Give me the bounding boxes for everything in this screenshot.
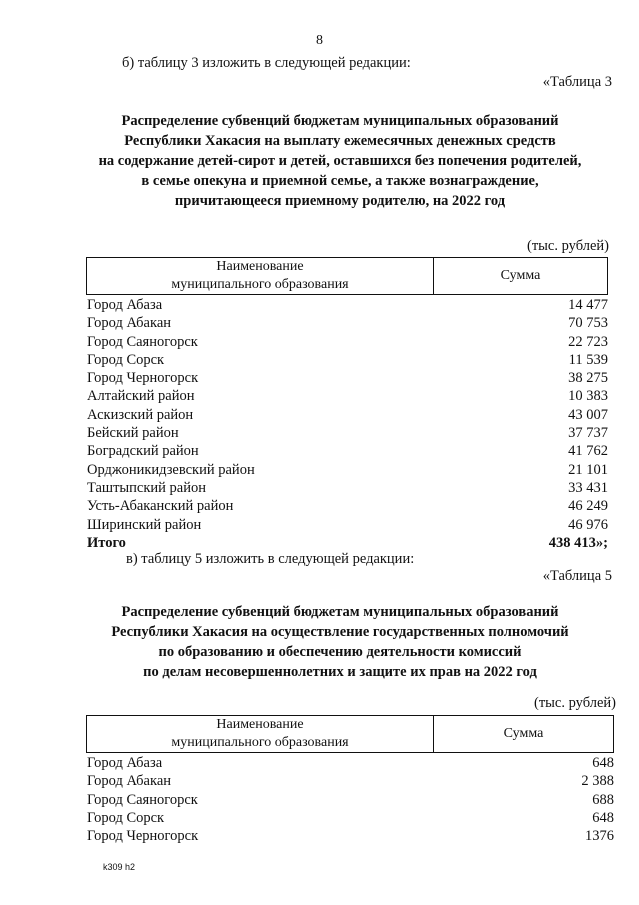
row-value: 46 976 xyxy=(568,516,608,533)
page-number: 8 xyxy=(316,33,323,48)
title-line: в семье опекуна и приемной семье, а также вознаграждение, xyxy=(141,173,539,189)
row-value: 21 101 xyxy=(568,461,608,478)
title-line: Распределение субвенций бюджетам муниципальных образований xyxy=(121,113,559,129)
table-row xyxy=(87,424,608,442)
row-value: 38 275 xyxy=(568,370,608,387)
row-name: Город Саяногорск xyxy=(87,791,198,808)
header-name-cell xyxy=(87,258,434,295)
section-v-instruction: в) таблицу 5 изложить в следующей редакции: xyxy=(126,551,415,567)
title-line: причитающееся приемному родителю, на 2022 год xyxy=(174,193,506,209)
row-name: Город Черногорск xyxy=(87,370,199,387)
row-name: Город Саяногорск xyxy=(87,333,198,350)
row-value: 70 753 xyxy=(568,315,608,332)
table-row xyxy=(87,296,608,314)
table-row xyxy=(87,772,614,790)
row-name: Боградский район xyxy=(87,443,199,460)
table-row xyxy=(87,827,614,845)
row-name: Город Абаза xyxy=(87,755,163,771)
row-value: 33 431 xyxy=(568,479,608,496)
row-value: 37 737 xyxy=(568,425,608,442)
section-v-title xyxy=(60,602,620,682)
table-row xyxy=(87,497,608,515)
row-name: Аскизский район xyxy=(87,406,194,423)
table-row xyxy=(87,809,614,827)
header-name-line2: муниципального образования xyxy=(171,735,349,750)
row-value: 43 007 xyxy=(568,406,608,423)
row-name: Город Сорск xyxy=(87,809,165,826)
row-value: 688 xyxy=(592,791,614,808)
row-name: Алтайский район xyxy=(87,388,195,405)
table-row xyxy=(87,369,608,387)
table-row xyxy=(87,333,608,351)
title-line: на содержание детей-сирот и детей, оставшихся без попечения родителей, xyxy=(98,153,582,169)
row-value: 46 249 xyxy=(568,498,608,515)
row-name: Усть-Абаканский район xyxy=(87,498,234,515)
table-row xyxy=(87,754,614,772)
header-name-line1: Наименование xyxy=(216,717,304,732)
total-label: Итого xyxy=(87,534,126,551)
title-line: по делам несовершеннолетних и защите их прав на 2022 год xyxy=(143,664,537,680)
table-row xyxy=(87,479,608,497)
table-row xyxy=(87,351,608,369)
title-line: Республики Хакасия на осуществление государственных полномочий xyxy=(111,624,569,640)
row-value: 10 383 xyxy=(568,388,608,405)
row-name: Город Черногорск xyxy=(87,828,199,845)
table-row xyxy=(87,442,608,460)
row-value: 22 723 xyxy=(568,333,608,350)
header-name-line1: Наименование xyxy=(216,259,304,274)
row-name: Орджоникидзевский район xyxy=(87,461,255,478)
header-name-cell xyxy=(87,716,434,753)
row-name: Город Абакан xyxy=(87,773,172,790)
row-value: 648 xyxy=(592,809,614,826)
row-value: 1376 xyxy=(585,828,614,845)
row-value: 41 762 xyxy=(568,443,608,460)
row-name: Бейский район xyxy=(87,425,179,442)
header-name-line2: муниципального образования xyxy=(171,277,349,292)
title-line: Республики Хакасия на выплату ежемесячных денежных средств xyxy=(124,133,556,149)
table-row xyxy=(87,387,608,405)
header-sum-cell xyxy=(434,716,614,753)
total-row xyxy=(87,534,608,552)
header-sum: Сумма xyxy=(500,268,541,283)
row-name: Город Абаза xyxy=(87,297,163,313)
table-row xyxy=(87,791,614,809)
row-value: 2 388 xyxy=(581,773,614,790)
total-value: 438 413»; xyxy=(548,534,608,551)
table-row xyxy=(87,516,608,534)
row-name: Таштыпский район xyxy=(87,479,207,496)
row-value: 648 xyxy=(592,755,614,771)
section-b-instruction: б) таблицу 3 изложить в следующей редакции: xyxy=(122,55,411,71)
table-row xyxy=(87,461,608,479)
section-b-rows xyxy=(87,296,608,552)
section-b-table-header xyxy=(86,257,608,295)
row-value: 11 539 xyxy=(568,351,608,368)
row-name: Город Абакан xyxy=(87,315,172,332)
section-v-unit: (тыс. рублей) xyxy=(534,695,616,711)
row-name: Город Сорск xyxy=(87,351,165,368)
section-v-table-ref: «Таблица 5 xyxy=(542,568,612,584)
section-v-rows xyxy=(87,754,614,845)
section-b-title xyxy=(60,111,620,211)
header-sum-cell xyxy=(434,258,608,295)
section-v-table-header xyxy=(86,715,614,753)
section-b-unit: (тыс. рублей) xyxy=(527,238,609,254)
footer-code: k309 h2 xyxy=(103,862,136,872)
section-b-table-ref: «Таблица 3 xyxy=(542,74,612,90)
header-sum: Сумма xyxy=(503,726,544,741)
table-row xyxy=(87,314,608,332)
row-value: 14 477 xyxy=(568,297,608,313)
row-name: Ширинский район xyxy=(87,516,202,533)
table-row xyxy=(87,406,608,424)
title-line: Распределение субвенций бюджетам муниципальных образований xyxy=(121,604,559,620)
title-line: по образованию и обеспечению деятельности комиссий xyxy=(158,644,522,660)
